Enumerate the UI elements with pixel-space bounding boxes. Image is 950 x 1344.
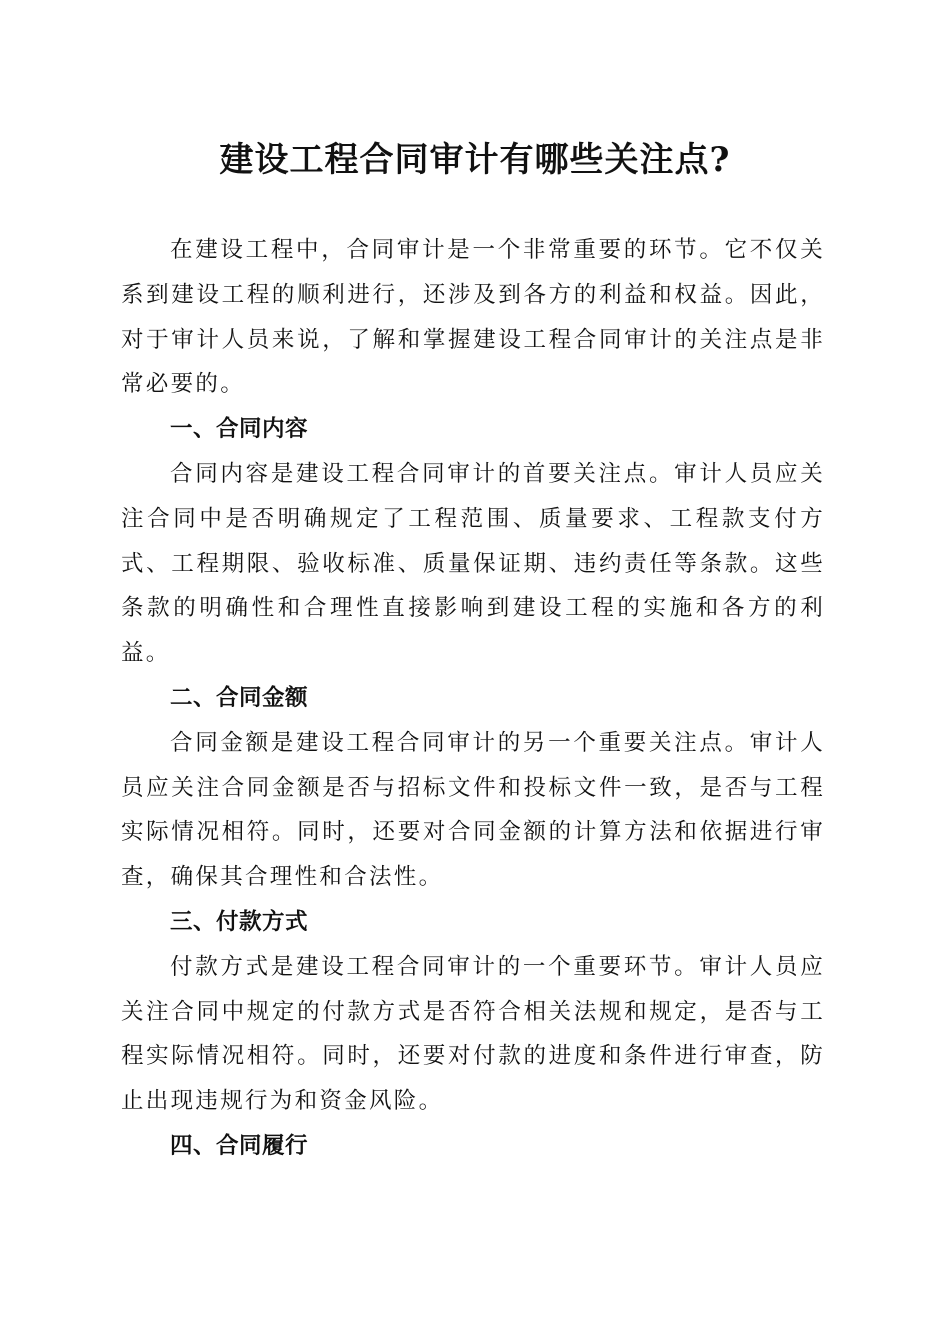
document-title: 建设工程合同审计有哪些关注点? <box>219 140 731 180</box>
section-paragraph: 合同内容是建设工程合同审计的首要关注点。审计人员应关注合同中是否明确规定了工程范围、质量要求、工程款支付方式、工程期限、验收标准、质量保证期、违约责任等条款。这些条款的明确性和合理性直接影响到建设工程的实施和各方的利益。 <box>121 460 825 667</box>
section-paragraph: 付款方式是建设工程合同审计的一个重要环节。审计人员应关注合同中规定的付款方式是否符合相关法规和规定，是否与工程实际情况相符。同时，还要对付款的进度和条件进行审查，防止出现违规行为和资金风险。 <box>121 953 825 1115</box>
section-heading: 四、合同履行 <box>170 1132 309 1159</box>
intro-paragraph: 在建设工程中，合同审计是一个非常重要的环节。它不仅关系到建设工程的顺利进行，还涉及到各方的利益和权益。因此，对于审计人员来说，了解和掌握建设工程合同审计的关注点是非常必要的。 <box>121 237 825 398</box>
section-heading: 三、付款方式 <box>170 908 309 935</box>
document-body <box>121 228 825 1169</box>
section-heading: 一、合同内容 <box>170 416 309 443</box>
section-payment-method <box>121 900 825 1124</box>
section-heading: 二、合同金额 <box>170 684 309 711</box>
section-contract-performance <box>121 1124 825 1169</box>
section-contract-amount <box>121 676 825 900</box>
section-paragraph: 合同金额是建设工程合同审计的另一个重要关注点。审计人员应关注合同金额是否与招标文件和投标文件一致，是否与工程实际情况相符。同时，还要对合同金额的计算方法和依据进行审查，确保其合理性和合法性。 <box>121 729 825 891</box>
section-contract-content <box>121 407 825 676</box>
